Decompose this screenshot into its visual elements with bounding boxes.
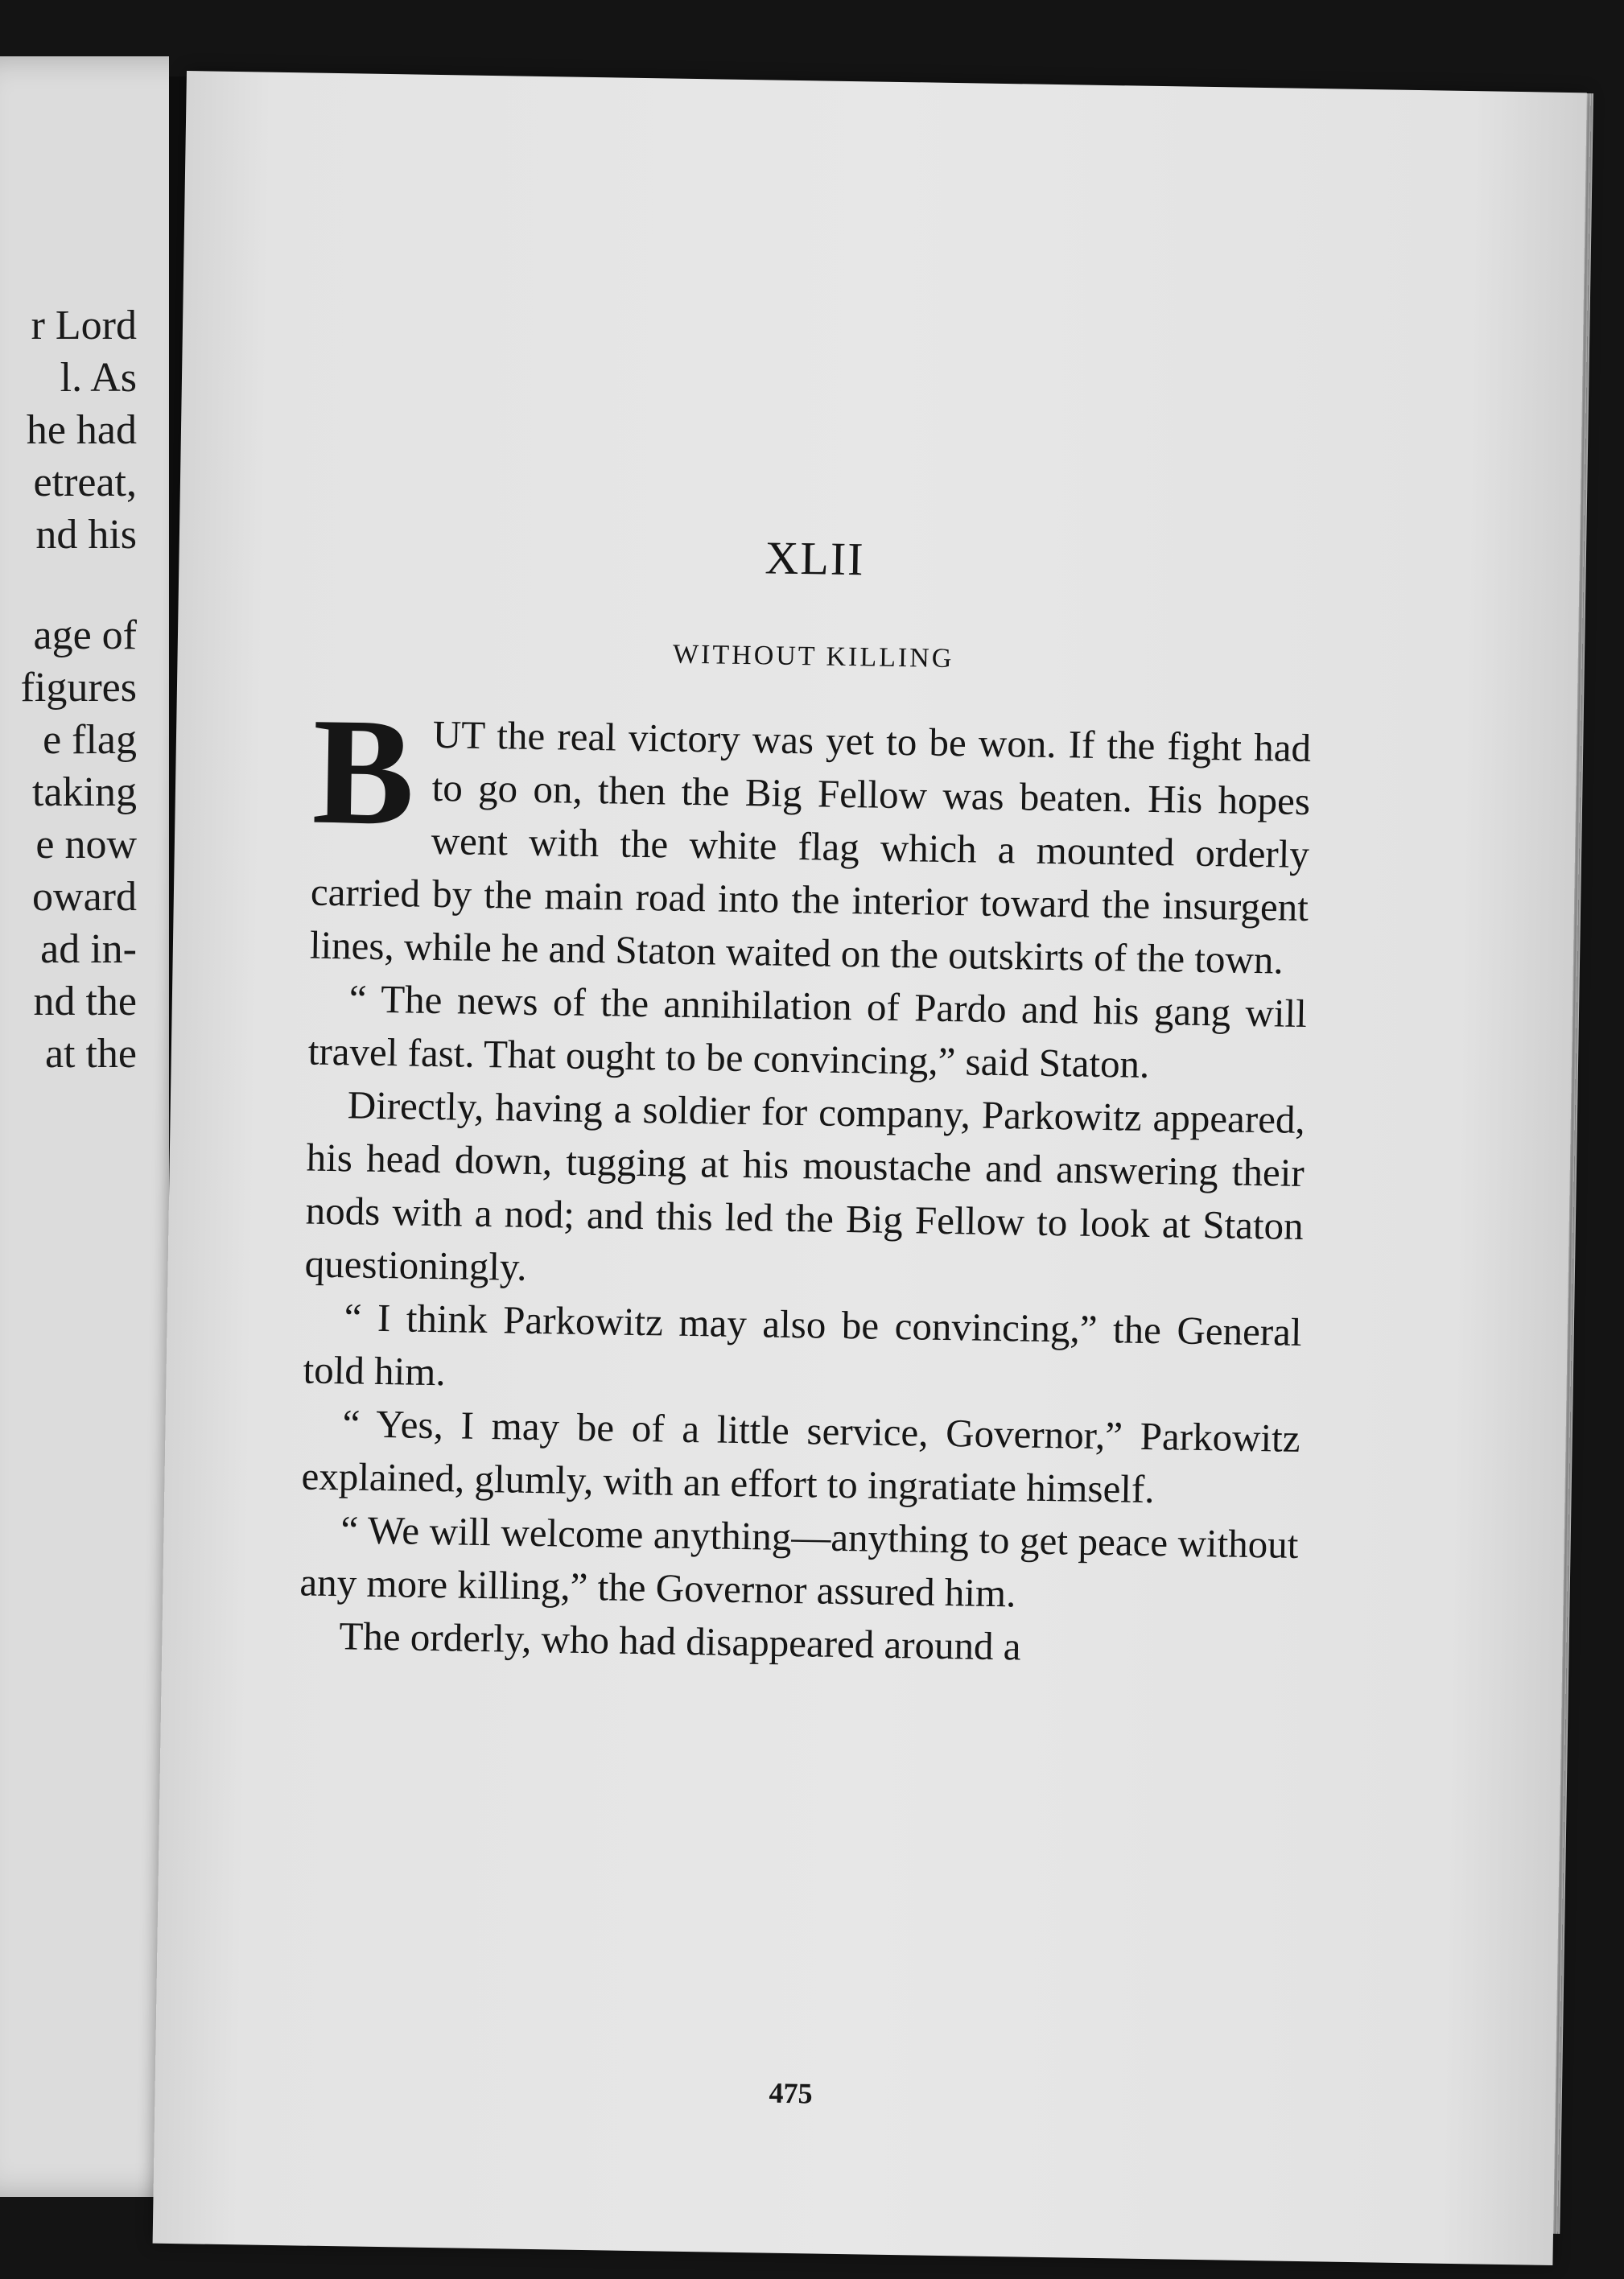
paragraph: “ Yes, I may be of a little service, Governor,” Parkowitz explained, glumly, with an effort to ingratiate himself. bbox=[301, 1401, 1300, 1512]
chapter-title: WITHOUT KILLING bbox=[672, 639, 954, 674]
left-page-line: figures bbox=[20, 665, 137, 711]
paragraph: “ I think Parkowitz may also be convincing,” the General told him. bbox=[303, 1295, 1302, 1395]
paragraph bbox=[309, 686, 1312, 987]
left-page-crop bbox=[0, 0, 169, 2279]
left-page-line: r Lord bbox=[31, 303, 137, 348]
left-page-line: he had bbox=[26, 407, 137, 453]
left-page-line: e flag bbox=[43, 717, 137, 763]
paragraph: The orderly, who had disappeared around a bbox=[339, 1613, 1022, 1669]
left-page-line: nd his bbox=[35, 512, 137, 558]
paragraph-text: UT the real victory was yet to be won. If the fight had to go on, then the Big Fellow was beaten. His hopes went with the white flag which a mounted orderly carried by the main road into the interior toward the insurgent lines, while he and Staton waited on the outskirts of the town. bbox=[309, 711, 1312, 983]
paragraph: Directly, having a soldier for company, Parkowitz appeared, his head down, tugging at his moustache and answering their nods with a nod; and this led the Big Fellow to look at Staton questioningly. bbox=[304, 1082, 1306, 1289]
chapter-number: XLII bbox=[765, 531, 866, 586]
page-number: 475 bbox=[769, 2076, 813, 2110]
right-page bbox=[153, 71, 1587, 2265]
left-page-line: at the bbox=[44, 1031, 137, 1077]
left-page-line: oward bbox=[32, 874, 137, 920]
left-page-line: e now bbox=[35, 822, 137, 868]
drop-cap: B bbox=[311, 686, 416, 858]
left-page-line: ad in- bbox=[40, 926, 137, 972]
left-page-line: etreat, bbox=[33, 460, 137, 505]
paragraph: “ The news of the annihilation of Pardo and his gang will travel fast. That ought to be convincing,” said Staton. bbox=[307, 976, 1308, 1086]
left-page-line: nd the bbox=[33, 979, 137, 1024]
left-page bbox=[0, 56, 169, 2197]
left-page-line: l. As bbox=[60, 355, 137, 401]
left-page-line: age of bbox=[33, 612, 137, 658]
page-content bbox=[299, 524, 1314, 2110]
left-page-line: taking bbox=[32, 769, 137, 815]
paragraph: “ We will welcome anything—anything to get peace without any more killing,” the Governor assured him. bbox=[299, 1507, 1299, 1616]
